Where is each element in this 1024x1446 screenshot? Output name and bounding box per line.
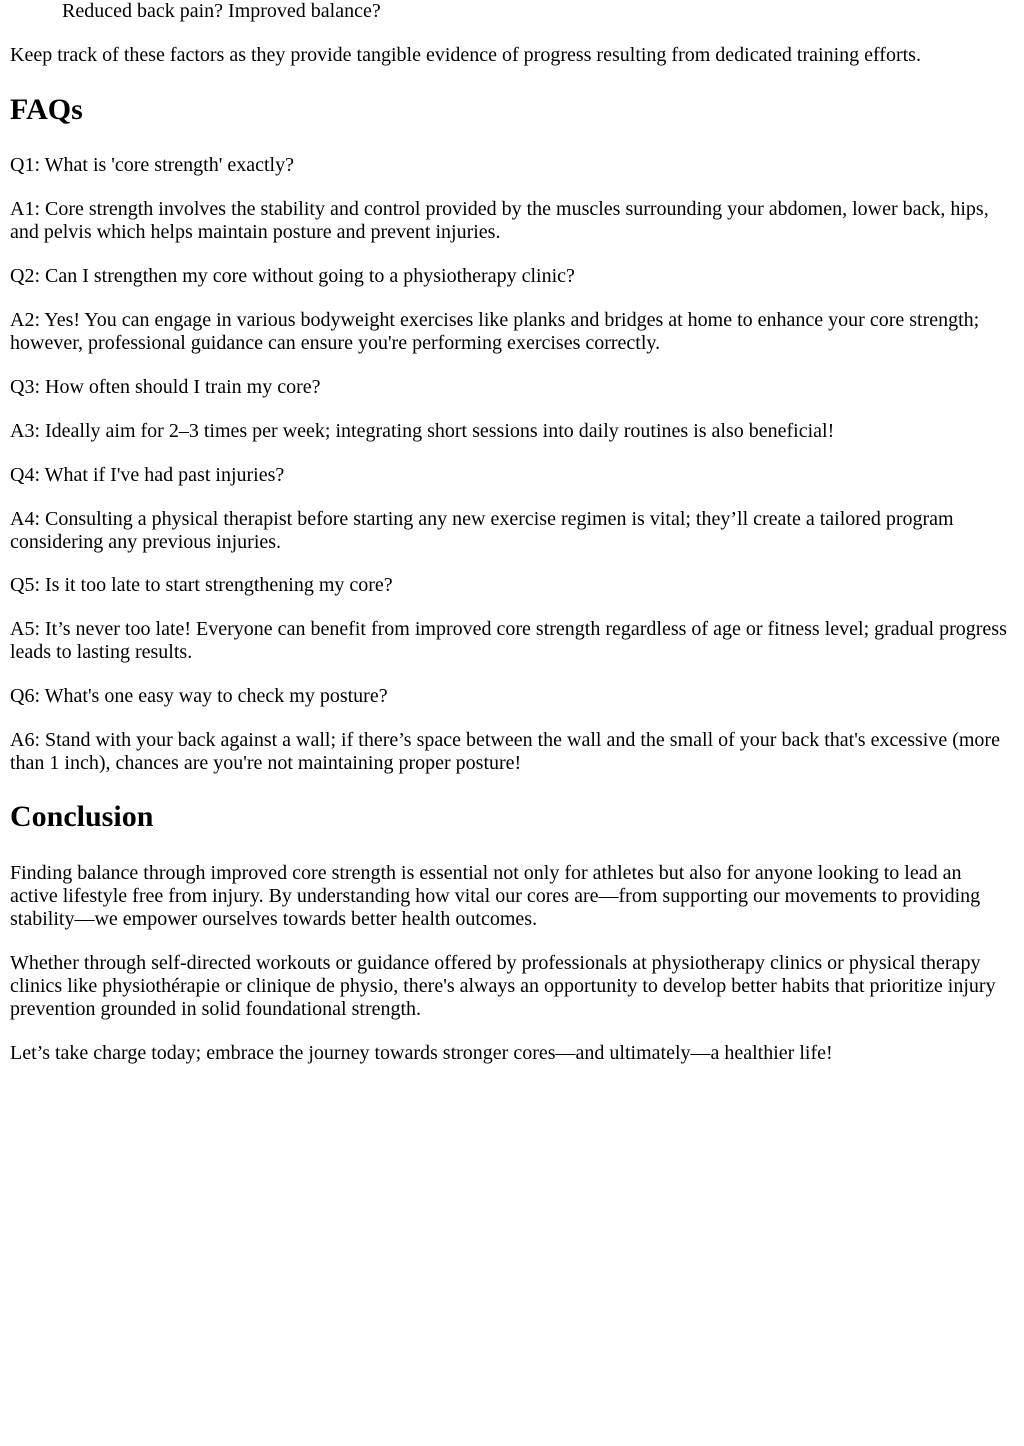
- faq-answer: A2: Yes! You can engage in various bodyweight exercises like planks and bridges at home to enhance your core strength; however, professional guidance can ensure you're performing exercises correctly.: [10, 309, 980, 354]
- faq-answer: A1: Core strength involves the stability and control provided by the muscles surrounding your abdomen, lower back, hips, and pelvis which helps maintain posture and prevent injuries.: [10, 198, 989, 243]
- faq-question: Q4: What if I've had past injuries?: [10, 464, 285, 486]
- faq-question: Q6: What's one easy way to check my posture?: [10, 685, 388, 707]
- list-item: Reduced back pain? Improved balance?: [62, 0, 381, 22]
- faq-answer: A6: Stand with your back against a wall; if there’s space between the wall and the small of your back that's excessive (more than 1 inch), chances are you're not maintaining proper posture!: [10, 729, 1000, 774]
- faq-question: Q1: What is 'core strength' exactly?: [10, 154, 294, 176]
- faq-question: Q3: How often should I train my core?: [10, 376, 321, 398]
- faq-question: Q5: Is it too late to start strengthening my core?: [10, 574, 393, 596]
- conclusion-paragraph: Whether through self-directed workouts or guidance offered by professionals at physiotherapy clinics or physical therapy clinics like physiothérapie or clinique de physio, there's always an opportunity to develop better habits that prioritize injury prevention grounded in solid foundational strength.: [10, 952, 996, 1020]
- conclusion-paragraph: Finding balance through improved core strength is essential not only for athletes but also for anyone looking to lead an active lifestyle free from injury. By understanding how vital our cores are—from supporting our movements to providing stability—we empower ourselves towards better health outcomes.: [10, 862, 981, 930]
- paragraph: Keep track of these factors as they provide tangible evidence of progress resulting from dedicated training efforts.: [10, 44, 921, 66]
- faqs-heading: FAQs: [10, 93, 83, 126]
- faq-answer: A3: Ideally aim for 2–3 times per week; integrating short sessions into daily routines is also beneficial!: [10, 420, 835, 442]
- faq-answer: A5: It’s never too late! Everyone can benefit from improved core strength regardless of age or fitness level; gradual progress leads to lasting results.: [10, 618, 1007, 663]
- conclusion-heading: Conclusion: [10, 800, 154, 833]
- faq-question: Q2: Can I strengthen my core without going to a physiotherapy clinic?: [10, 265, 575, 287]
- conclusion-paragraph: Let’s take charge today; embrace the journey towards stronger cores—and ultimately—a healthier life!: [10, 1042, 833, 1064]
- faq-answer: A4: Consulting a physical therapist before starting any new exercise regimen is vital; they’ll create a tailored program considering any previous injuries.: [10, 508, 954, 553]
